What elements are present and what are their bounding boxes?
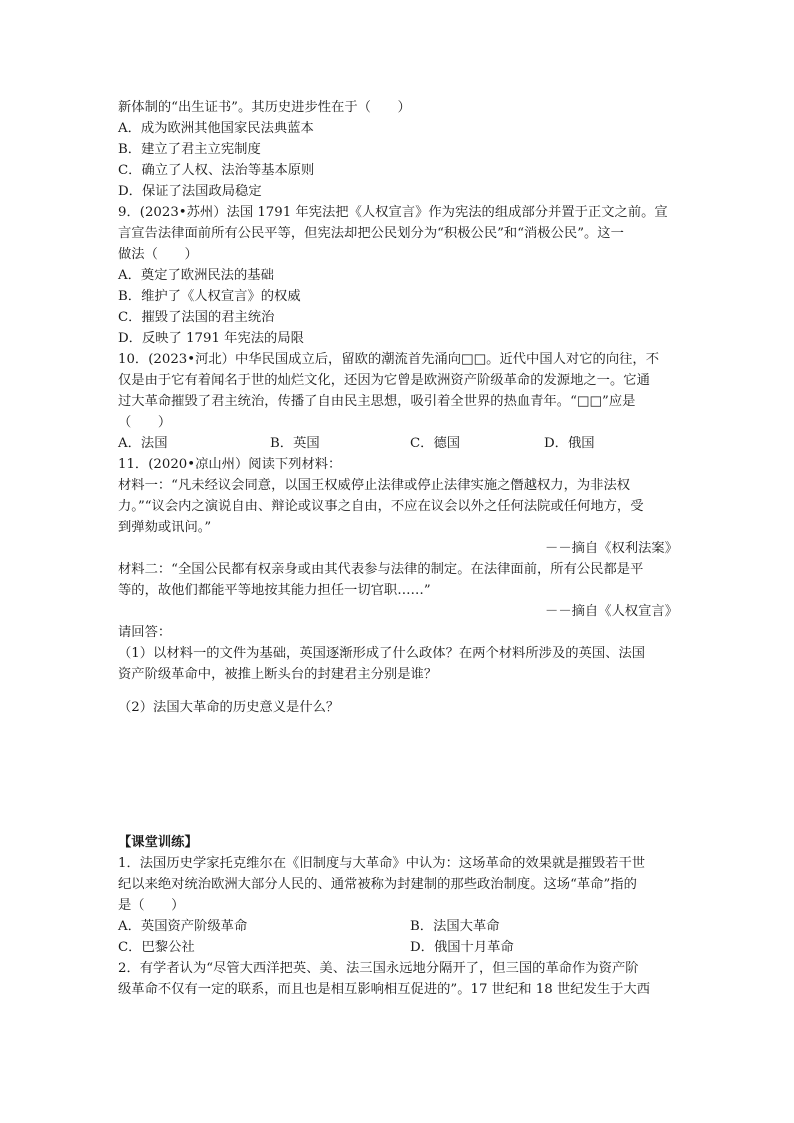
- material-1-line-2: 力。”“议会内之演说自由、辩论或议事之自由，不应在议会以外之任何法院或任何地方，受: [118, 499, 644, 514]
- material-1-source: －－摘自《权利法案》: [545, 541, 678, 556]
- worksheet-page: [118, 97, 678, 1000]
- question-10-stem-line-3: 过大革命摧毁了君主统治，传播了自由民主思想，吸引着全世界的热血青年。“□□”应是: [118, 394, 636, 409]
- material-2-line-1: 材料二：“全国公民都有权亲身或由其代表参与法律的制定。在法律面前，所有公民都是平: [118, 562, 644, 577]
- option-b: B．维护了《人权宣言》的权威: [118, 289, 301, 304]
- question-9-stem-line-1: 9．(2023•苏州）法国 1791 年宪法把《人权宣言》作为宪法的组成部分并置于正文之前。宣: [118, 205, 668, 220]
- question-8-tail: [118, 97, 678, 202]
- training-question-1-options-row-2: [118, 937, 678, 958]
- option-d: D．反映了 1791 年宪法的局限: [118, 331, 304, 346]
- option-d: D．俄国十月革命: [410, 940, 514, 955]
- option-a: A．成为欧洲其他国家民法典蓝本: [118, 121, 314, 136]
- answer-space: [118, 718, 678, 832]
- training-question-2-line-2: 级革命不仅有一定的联系，而且也是相互影响相互促进的”。17 世纪和 18 世纪发生于大西: [118, 982, 651, 997]
- answer-prompt: 请回答：: [118, 625, 172, 640]
- training-question-2-line-1: 2．有学者认为“尽管大西洋把英、美、法三国永远地分隔开了，但三国的革命作为资产阶: [118, 961, 639, 976]
- question-11-stem: 11．(2020•凉山州）阅读下列材料：: [118, 457, 342, 472]
- sub-question-1-line-2: 资产阶级革命中，被推上断头台的封建君主分别是谁？: [118, 667, 438, 682]
- question-10-stem-line-1: 10．(2023•河北）中华民国成立后，留欧的潮流首先涌向□□。近代中国人对它的向往，不: [118, 352, 660, 367]
- question-10-stem-line-4: （ ）: [118, 415, 172, 430]
- option-d: D．俄国: [544, 436, 595, 451]
- option-b: B．英国: [270, 436, 320, 451]
- question-10-stem-line-2: 仅是由于它有着闻名于世的灿烂文化，还因为它曾是欧洲资产阶级革命的发源地之一。它通: [118, 373, 650, 388]
- option-c: C．摧毁了法国的君主统治: [118, 310, 275, 325]
- training-question-1-line-3: 是（ ）: [118, 898, 185, 913]
- question-9: [118, 202, 678, 349]
- option-d: D．保证了法国政局稳定: [118, 184, 262, 199]
- material-1-line-3: 到弹劾或讯问。”: [118, 520, 212, 535]
- question-10: [118, 349, 678, 454]
- question-8-stem: 新体制的“出生证书”。其历史进步性在于（ ）: [118, 100, 411, 115]
- question-11: [118, 454, 678, 832]
- training-question-1-line-1: 1．法国历史学家托克维尔在《旧制度与大革命》中认为：这场革命的效果就是摧毁若干世: [118, 856, 646, 871]
- question-10-options: [118, 433, 678, 454]
- option-c: C．巴黎公社: [118, 940, 195, 955]
- material-2-source: －－摘自《人权宣言》: [545, 604, 678, 619]
- classroom-training-section: [118, 832, 678, 1000]
- option-c: C．确立了人权、法治等基本原则: [118, 163, 315, 178]
- material-2-line-2: 等的，故他们都能平等地按其能力担任一切官职……”: [118, 583, 431, 598]
- sub-question-1-line-1: （1）以材料一的文件为基础，英国逐渐形成了什么政体？在两个材料所涉及的英国、法国: [118, 646, 646, 661]
- option-b: B．建立了君主立宪制度: [118, 142, 261, 157]
- section-heading: 【课堂训练】: [118, 835, 198, 850]
- question-9-stem-line-3: 做法（ ）: [118, 247, 198, 262]
- option-a: A．法国: [118, 436, 168, 451]
- training-question-1-options-row-1: [118, 916, 678, 937]
- option-c: C．德国: [410, 436, 461, 451]
- option-a: A．奠定了欧洲民法的基础: [118, 268, 274, 283]
- question-9-stem-line-2: 言宣告法律面前所有公民平等，但宪法却把公民划分为“积极公民”和“消极公民”。这一: [118, 226, 624, 241]
- material-1-line-1: 材料一：“凡未经议会同意，以国王权威停止法律或停止法律实施之僭越权力，为非法权: [118, 478, 631, 493]
- option-a: A．英国资产阶级革命: [118, 919, 248, 934]
- option-b: B．法国大革命: [410, 919, 500, 934]
- training-question-1-line-2: 纪以来绝对统治欧洲大部分人民的、通常被称为封建制的那些政治制度。这场“革命”指的: [118, 877, 637, 892]
- sub-question-2: （2）法国大革命的历史意义是什么？: [118, 700, 340, 715]
- answer-space: [118, 685, 678, 697]
